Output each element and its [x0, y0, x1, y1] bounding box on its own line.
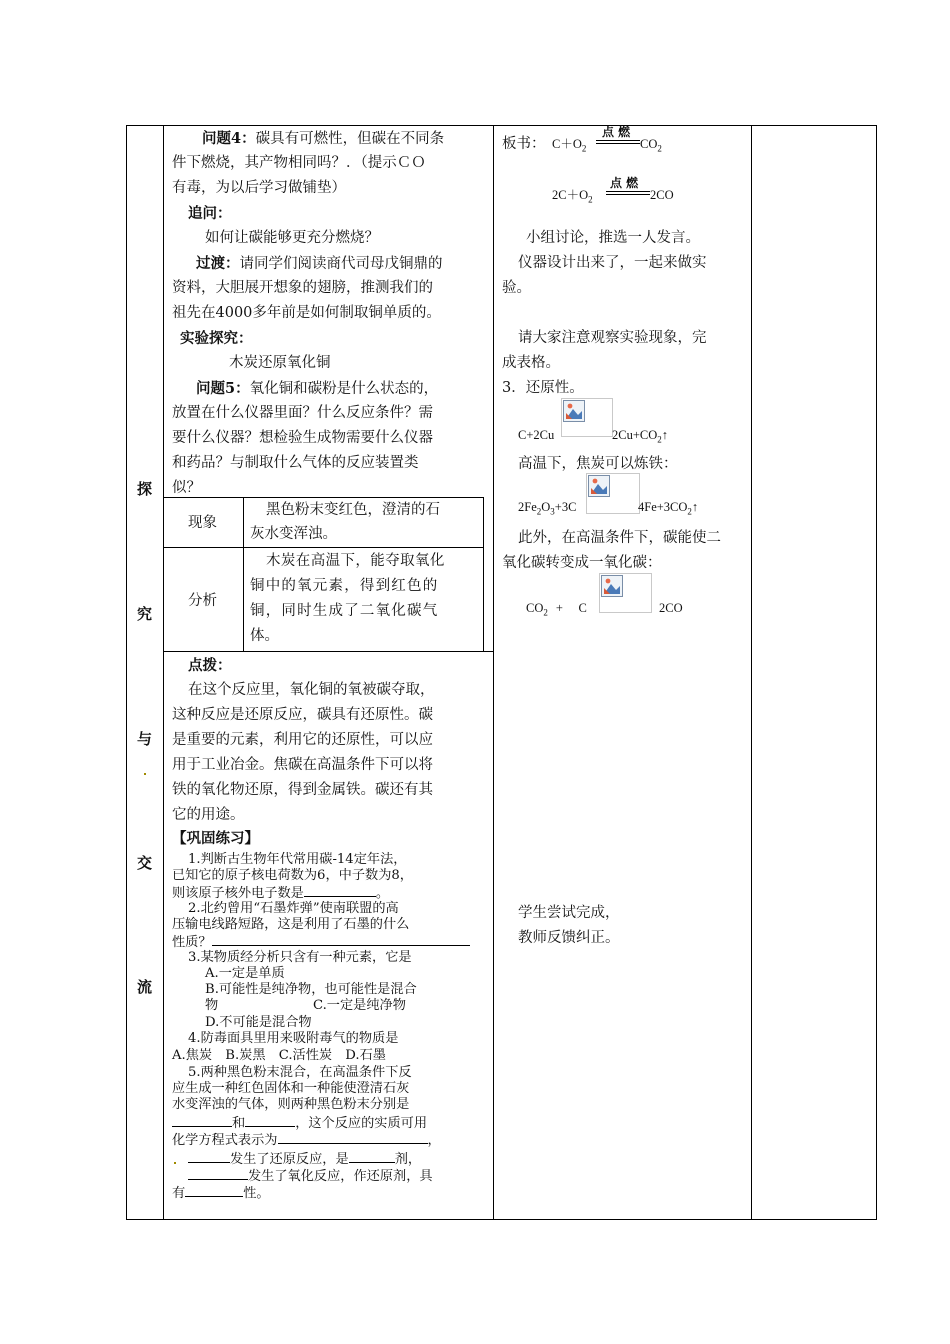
transition-line-2: 资料，大胆展开想象的翅膀，推测我们的 — [172, 280, 433, 296]
tip-line-6: 它的用途。 — [172, 807, 245, 823]
p5-line-6 — [188, 1150, 421, 1169]
tip-line-3: 是重要的元素，利用它的还原性，可以应 — [172, 732, 433, 748]
p5-text-8b: 性。 — [243, 1186, 270, 1201]
column-divider-2 — [493, 125, 494, 1220]
eq1-right-sub: 2 — [657, 143, 662, 154]
side-char-3: 与 — [137, 730, 153, 748]
p3-option-b-1: B.可能性是纯净物，也可能性是混合 — [205, 982, 417, 997]
row2-line-1: 木炭在高温下，能夺取氧化 — [266, 553, 445, 569]
eq4-o: O — [541, 500, 551, 514]
broken-image-icon — [601, 575, 623, 597]
reducing-title: 3．还原性。 — [502, 380, 584, 396]
tip-title: 点拨： — [188, 657, 232, 674]
co2-line-1: 此外，在高温条件下，碳能使二 — [518, 530, 721, 546]
eq5-image-placeholder — [599, 573, 652, 613]
broken-image-icon — [588, 475, 610, 497]
q5-line-1 — [196, 376, 438, 402]
eq4-up-arrow: ↑ — [691, 500, 699, 514]
eq1-condition: 点 燃 — [602, 125, 631, 139]
row-label-phenomenon: 现象 — [188, 515, 217, 531]
inner-table-mid — [164, 547, 484, 548]
p1-text-3: 则该原子核外电子数是 — [172, 886, 304, 901]
p5-blank-6[interactable] — [188, 1167, 248, 1180]
eq1-right-text: CO — [640, 137, 658, 151]
row2-line-4: 体。 — [250, 628, 279, 644]
inner-table-bottom — [164, 651, 494, 652]
instrument-line-1: 仪器设计出来了，一起来做实 — [518, 255, 707, 271]
p5-text-4b: ，这个反应的实质可用 — [295, 1116, 428, 1131]
discuss-text: 小组讨论，推选一人发言。 — [526, 230, 700, 246]
p5-blank-2[interactable] — [245, 1114, 295, 1127]
p1-line-1: 1.判断古生物年代常用碳-14定年法， — [188, 852, 407, 867]
observe-line-2: 成表格。 — [502, 355, 560, 371]
p4-options: A.焦炭 B.炭黑 C.活性炭 D.石墨 — [172, 1048, 386, 1063]
eq5-right: 2CO — [659, 601, 683, 615]
transition-title: 过渡： — [196, 255, 240, 272]
p5-text-7a: 发生了氧化反应，作还原剂，具 — [248, 1169, 433, 1184]
transition-line-3: 祖先在4000多年前是如何制取铜单质的。 — [172, 305, 441, 321]
p1-end: 。 — [375, 886, 390, 901]
tip-line-2: 这种反应是还原反应，碳具有还原性。碳 — [172, 707, 433, 723]
p5-blank-3[interactable] — [278, 1131, 428, 1144]
inner-table-right — [483, 497, 484, 651]
eq3-image-placeholder — [561, 398, 613, 437]
p5-blank-1[interactable] — [172, 1114, 232, 1127]
dot-mark — [144, 773, 146, 775]
q4-line-1 — [202, 126, 444, 152]
tip-line-1: 在这个反应里，氧化铜的氧被碳夺取， — [188, 682, 435, 698]
tip-line-4: 用于工业冶金。焦碳在高温条件下可以将 — [172, 757, 433, 773]
side-char-4: 交 — [137, 854, 153, 872]
p2-line-2: 压输电线路短路，这是利用了石墨的什么 — [172, 917, 410, 932]
p2-line-3 — [172, 933, 470, 952]
q5-line-2: 放置在什么仪器里面？什么反应条件？需 — [172, 405, 433, 421]
p5-line-7 — [188, 1167, 433, 1186]
q4-title: 问题4： — [202, 130, 256, 147]
transition-line-1 — [196, 251, 443, 277]
p5-text-6b: 剂， — [394, 1152, 422, 1167]
eq4-fe: 2Fe — [518, 500, 537, 514]
co2-line-2: 氧化碳转变成一氧化碳： — [502, 555, 662, 571]
q5-line-4: 和药品？与制取什么气体的反应装置类 — [172, 455, 419, 471]
practice-title: 【巩固练习】 — [172, 830, 259, 847]
p5-line-8 — [172, 1184, 270, 1203]
followup-text: 如何让碳能够更充分燃烧？ — [205, 230, 379, 246]
tip-line-5: 铁的氧化物还原，得到金属铁。碳还有其 — [172, 782, 433, 798]
followup-title: 追问： — [188, 205, 232, 222]
eq4-image-placeholder — [586, 473, 640, 514]
p3-option-a: A.一定是单质 — [205, 966, 285, 981]
row-label-analysis: 分析 — [188, 593, 217, 609]
eq2-sub: 2 — [588, 194, 593, 205]
table-bottom-border — [126, 1219, 877, 1220]
eq3-right-text: 2Cu+CO — [612, 428, 658, 442]
p2-text-3: 性质？ — [172, 935, 212, 950]
eq1-right — [640, 132, 662, 162]
eq4-sub2: 3 — [550, 506, 555, 517]
p2-line-1: 2.北约曾用“石墨炸弹”使南联盟的高 — [188, 901, 399, 916]
p5-text-5-end: ， — [427, 1133, 441, 1148]
iron-text: 高温下，焦炭可以炼铁： — [518, 456, 678, 472]
eq3-right — [612, 423, 668, 453]
p5-line-2: 应生成一种红色固体和一种能使澄清石灰 — [172, 1081, 410, 1096]
table-left-border — [126, 125, 127, 1220]
row2-line-2: 铜中的氧元素，得到红色的 — [250, 578, 439, 594]
eq1-left — [552, 132, 586, 162]
broken-image-icon — [563, 400, 585, 422]
eq3-up-arrow: ↑ — [661, 428, 669, 442]
p5-line-5 — [172, 1131, 441, 1150]
q5-line-3: 要什么仪器？想检验生成物需要什么仪器 — [172, 430, 433, 446]
eq2-left — [552, 183, 593, 213]
eq5-co2: CO — [526, 601, 544, 615]
p3-option-d: D.不可能是混合物 — [205, 1015, 312, 1030]
instrument-line-2: 验。 — [502, 280, 531, 296]
eq4-right — [638, 495, 698, 525]
board-label: 板书： — [502, 136, 546, 152]
row2-line-3: 铜，同时生成了二氧化碳气 — [250, 603, 439, 619]
p5-line-1: 5.两种黑色粉末混合，在高温条件下反 — [188, 1065, 412, 1080]
q4-line-3: 有毒，为以后学习做铺垫） — [172, 180, 346, 196]
p1-line-2: 已知它的原子核电荷数为6，中子数为8， — [172, 868, 413, 883]
experiment-subtitle: 木炭还原氧化铜 — [229, 355, 331, 371]
eq5-left — [526, 596, 587, 626]
eq1-line-a — [596, 140, 640, 141]
eq2-left-text: 2C＋O — [552, 188, 589, 202]
eq1-left-text: C＋O — [552, 137, 582, 151]
transition-text-1: 请同学们阅读商代司母戊铜鼎的 — [239, 256, 443, 272]
eq2-line-b — [606, 194, 650, 195]
p3-option-b-2: 物 — [205, 998, 219, 1013]
dot-mark-2 — [174, 1162, 176, 1164]
q5-line-5: 似？ — [172, 480, 201, 496]
teacher-text: 教师反馈纠正。 — [518, 930, 620, 946]
experiment-title: 实验探究： — [180, 330, 253, 347]
inner-table-divider — [243, 497, 244, 651]
column-divider-1 — [163, 125, 164, 1220]
side-char-1: 探 — [137, 480, 153, 498]
q5-title: 问题5： — [196, 380, 250, 397]
p1-line-3 — [172, 884, 389, 903]
eq1-sub: 2 — [581, 143, 587, 154]
eq4-left — [518, 495, 576, 525]
eq2-line-a — [606, 191, 650, 192]
p4-line-1: 4.防毒面具里用来吸附毒气的物质是 — [188, 1031, 399, 1046]
observe-line-1: 请大家注意观察实验现象，完 — [518, 330, 707, 346]
side-char-5: 流 — [137, 978, 153, 996]
eq3-left: C+2Cu — [518, 428, 555, 442]
p2-blank[interactable] — [212, 933, 470, 946]
p5-text-5: 化学方程式表示为 — [172, 1133, 278, 1148]
p5-line-3: 水变浑浊的气体，则两种黑色粉末分别是 — [172, 1097, 410, 1112]
p5-text-8a: 有 — [172, 1186, 186, 1201]
p3-line-1: 3.某物质经分析只含有一种元素，它是 — [188, 950, 412, 965]
q4-line-2: 件下燃烧，其产物相同吗？．（提示ＣＯ — [172, 155, 426, 171]
p5-blank-7[interactable] — [185, 1184, 243, 1197]
eq4-plus: +3C — [554, 500, 577, 514]
q5-text-1: 氧化铜和碳粉是什么状态的， — [249, 381, 439, 397]
side-char-2: 究 — [137, 605, 153, 623]
table-right-border — [876, 125, 877, 1220]
eq5-sub: 2 — [543, 607, 548, 618]
eq4-sub1: 2 — [536, 506, 542, 517]
eq4-sub3: 2 — [687, 506, 692, 517]
row1-line-1: 黑色粉末变红色，澄清的石 — [266, 502, 440, 518]
p5-blank-4[interactable] — [188, 1150, 230, 1163]
p5-and: 和 — [232, 1116, 246, 1131]
eq1-line-b — [596, 143, 640, 144]
p5-line-4 — [172, 1114, 427, 1133]
student-text: 学生尝试完成， — [518, 905, 620, 921]
p5-text-6a: 发生了还原反应，是 — [230, 1152, 349, 1167]
q4-text-1: 碳具有可燃性，但碳在不同条 — [255, 131, 445, 147]
row1-line-2: 灰水变浑浊。 — [250, 526, 337, 542]
column-divider-3 — [751, 125, 752, 1220]
eq2-right: 2CO — [650, 188, 674, 202]
p3-option-c: C.一定是纯净物 — [313, 998, 406, 1013]
eq4-right-text: 4Fe+3CO — [638, 500, 688, 514]
p5-blank-5[interactable] — [349, 1150, 395, 1163]
eq3-sub: 2 — [657, 434, 662, 445]
eq2-condition: 点 燃 — [610, 176, 639, 190]
eq5-plus-c: + C — [555, 601, 587, 615]
p1-blank[interactable] — [304, 884, 376, 897]
